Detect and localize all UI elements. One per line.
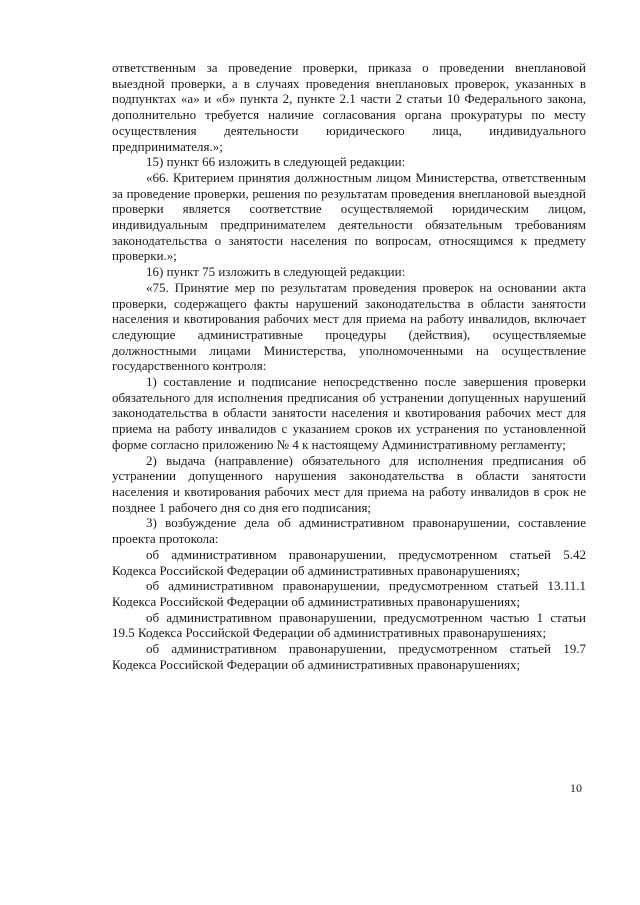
paragraph: 15) пункт 66 изложить в следующей редакции:: [146, 154, 406, 170]
page-number: 10: [570, 781, 582, 795]
paragraph: «75. Принятие мер по результатам проведения проверок на основании акта проверки, содержащего факты нарушений законодательства в области занятости населения и квотирования рабочих мест для приема на работу инвалидов, включает следующие административные процедуры (действия), осуществляемые должностными лицами Министерства, уполномоченными на осуществление государственного контроля:: [112, 279, 586, 374]
paragraph: ответственным за проведение проверки, приказа о проведении внеплановой выездной проверки, а в случаях проведения внеплановых проверок, указанных в подпунктах «а» и «б» пункта 2, пункте 2.1 части 2 статьи 10 Федерального закона, дополнительно требуется наличие согласования органа прокуратуры по месту осуществления деятельности юридического лица, индивидуального предпринимателя.»;: [112, 60, 586, 154]
paragraph: «66. Критерием принятия должностным лицом Министерства, ответственным за проведение проверки, решения по результатам проведения внеплановой выездной проверки является соответствие осуществляемой юридическим лицом, индивидуальным предпринимателем деятельности обязательным требованиям законодательства о занятости населения по вопросам, относящимся к предмету проверки.»;: [112, 169, 586, 264]
paragraph: 16) пункт 75 изложить в следующей редакции:: [146, 264, 406, 280]
paragraph: об административном правонарушении, предусмотренном частью 1 статьи 19.5 Кодекса Российской Федерации об административных правонарушениях;: [112, 609, 586, 641]
paragraph: об административном правонарушении, предусмотренном статьей 19.7 Кодекса Российской Федерации об административных правонарушениях;: [112, 641, 586, 672]
paragraph: 3) возбуждение дела об административном правонарушении, составление проекта протокола:: [112, 515, 586, 547]
document-body: [112, 60, 586, 672]
paragraph: 2) выдача (направление) обязательного для исполнения предписания об устранении допущенного нарушения законодательства в области занятости населения и квотирования рабочих мест для приема на работу инвалидов в срок не позднее 1 рабочего дня со дня его подписания;: [112, 452, 586, 515]
paragraph: об административном правонарушении, предусмотренном статьей 5.42 Кодекса Российской Федерации об административных правонарушениях;: [112, 546, 586, 578]
paragraph: 1) составление и подписание непосредственно после завершения проверки обязательного для исполнения предписания об устранении допущенных нарушений законодательства в области занятости населения и квотирования рабочих мест для приема на работу инвалидов с указанием сроков их устранения по установленной форме согласно приложению № 4 к настоящему Административному регламенту;: [112, 374, 586, 452]
paragraph: об административном правонарушении, предусмотренном статьей 13.11.1 Кодекса Российской Федерации об административных правонарушениях;: [112, 578, 586, 609]
